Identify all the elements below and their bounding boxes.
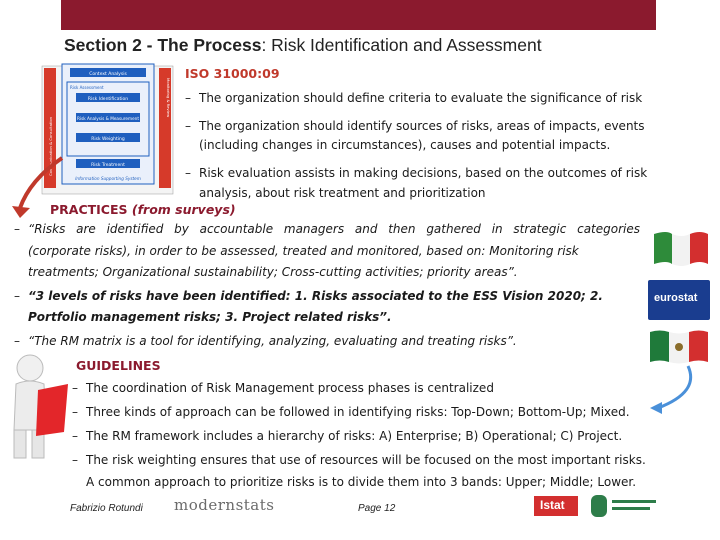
footer-author: Fabrizio Rotundi	[70, 503, 143, 514]
practice-bullet-1-line-3: treatments; Organizational sustainability; Cross-cutting activities; priority areas”.	[28, 265, 518, 279]
box-label-2: Risk Identification	[87, 97, 129, 102]
practice-bullet-2-line-1: “3 levels of risks have been identified: 1. Risks associated to the ESS Vision 2020; 2.	[28, 289, 603, 303]
guidelines-heading: GUIDELINES	[76, 358, 161, 373]
footer-page-number: Page 12	[358, 503, 396, 514]
box-label-0: Context Analysis	[89, 72, 127, 77]
guideline-bullet-1-dash: –	[72, 381, 78, 395]
iso-bullet-1-line-1: The organization should define criteria to evaluate the significance of risk	[199, 91, 643, 105]
practice-bullet-3-line-1: “The RM matrix is a tool for identifying, analyzing, evaluating and treating risks”.	[28, 334, 517, 348]
iso-heading: ISO 31000:09	[185, 66, 280, 81]
diagram-left-label: Communication & Consultation	[48, 116, 53, 176]
guideline-bullet-2-dash: –	[72, 405, 78, 419]
mexico-flag-icon	[648, 328, 710, 366]
practices-heading-main: PRACTICES	[50, 202, 128, 217]
guideline-bullet-1-line-1: The coordination of Risk Management process phases is centralized	[86, 381, 494, 395]
istat-logo-text: Istat	[540, 498, 565, 512]
guideline-bullet-3-line-1: The RM framework includes a hierarchy of risks: A) Enterprise; B) Operational; C) Project.	[86, 429, 623, 443]
practice-bullet-2-dash: –	[14, 289, 20, 303]
iso-bullet-3-line-1: Risk evaluation assists in making decisions, based on the outcomes of risk	[199, 166, 648, 180]
box-label-5: Risk Treatment	[91, 163, 125, 168]
practice-bullet-3-dash: –	[14, 334, 20, 348]
title-bold: Section 2 - The Process	[64, 35, 262, 55]
iso-bullet-2-line-2: (including changes in circumstances), causes and potential impacts.	[199, 138, 611, 152]
modernstats-logo-text: modernstats	[174, 496, 275, 514]
guideline-bullet-3-dash: –	[72, 429, 78, 443]
guideline-bullet-4-line-1: The risk weighting ensures that use of resources will be focused on the most important risks.	[86, 453, 646, 467]
practices-heading	[50, 202, 236, 217]
practice-bullet-1-line-2: (corporate risks), in order to be assessed, treated and monitored, based on: Monitoring risk	[28, 244, 579, 258]
guideline-bullet-4-line-2: A common approach to prioritize risks is to divide them into 3 bands: Upper; Middle; Lower.	[86, 475, 637, 489]
practice-bullet-1-line-1: “Risks are identified by accountable managers and then gathered in strategic categories	[28, 222, 640, 236]
figure-with-sign	[2, 350, 72, 465]
diagram-footer-label: Information Supporting System	[75, 176, 141, 181]
practices-heading-suffix: (from surveys)	[127, 202, 236, 217]
guideline-bullet-4-dash: –	[72, 453, 78, 467]
diagram-right-label: Monitoring & Review	[166, 78, 171, 118]
iso-bullet-2-line-1: The organization should identify sources of risks, areas of impacts, events	[199, 119, 645, 133]
iso-bullet-2-dash: –	[185, 119, 191, 133]
eurostat-logo-text: eurostat	[654, 292, 698, 304]
box-label-1: Risk Assessment	[70, 85, 104, 90]
blue-arrow	[640, 362, 700, 422]
box-label-3: Risk Analysis & Measurement	[77, 116, 139, 121]
iso-bullet-3-dash: –	[185, 166, 191, 180]
practice-bullet-2-line-2: Portfolio management risks; 3. Project related risks”.	[28, 310, 392, 324]
page-title	[64, 35, 542, 56]
header-bar	[61, 0, 656, 30]
iso-bullet-1-dash: –	[185, 91, 191, 105]
modernstats-logo	[174, 496, 275, 516]
title-rest: : Risk Identification and Assessment	[261, 35, 542, 55]
guideline-bullet-2-line-1: Three kinds of approach can be followed in identifying risks: Top-Down; Bottom-Up; Mixed.	[86, 405, 630, 419]
iso-bullet-3-line-2: analysis, about risk treatment and prioritization	[199, 186, 486, 200]
italy-flag-icon	[652, 228, 710, 268]
practice-bullet-1-dash: –	[14, 222, 20, 236]
eurostat-logo	[648, 280, 710, 320]
university-logo	[590, 494, 660, 518]
istat-logo	[534, 496, 578, 516]
box-label-4: Risk Weighting	[91, 137, 125, 142]
